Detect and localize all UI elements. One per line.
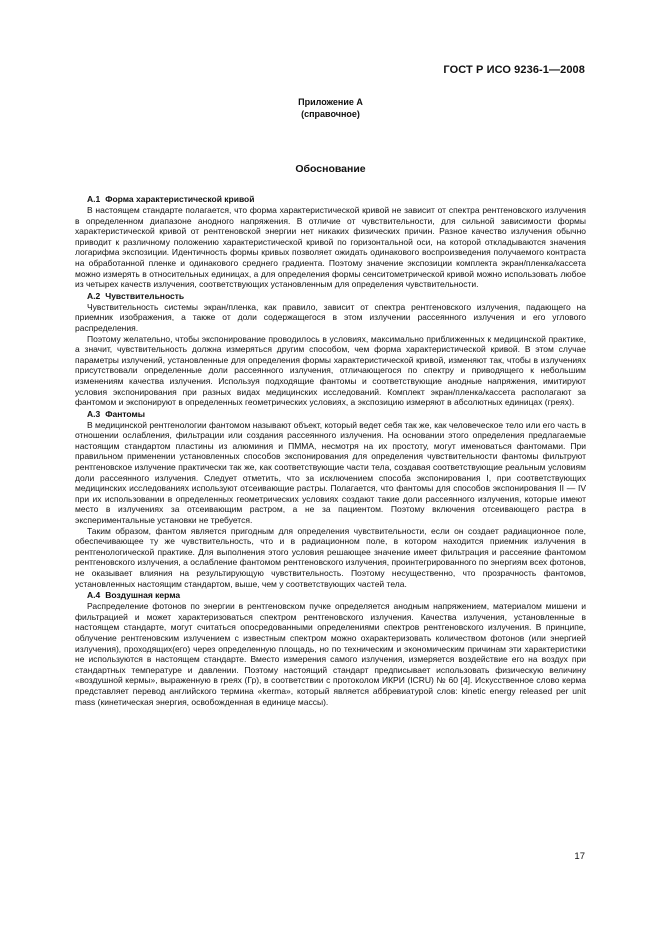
section-title: Фантомы — [105, 408, 146, 419]
appendix-heading — [0, 96, 661, 120]
paragraph: Чувствительность системы экран/пленка, как правило, зависит от спектра рентгеновского излучения, падающего на приемник изображения, а также от доли содержащегося в этом излучении рассеянного излучения и его углового распределения. — [75, 301, 586, 333]
section-heading-a3 — [75, 409, 586, 420]
paragraph: Таким образом, фантом является пригодным для определения чувствительности, если он создает радиационное поле, обеспечивающее ту же чувствительность, что и в радиационном поле, в котором находится приемник излучения в рентгенологической практике. Для выполнения этого условия решающее значение имеет фильтрация и рассеяние фантомом рентгеновского излучения, а ослабление фантомом рентгеновского излучения, проинтегрированного по энергиям всех фотонов, не оказывает влияния на результирующую чувствительность. Поэтому несущественно, что прозрачность фантомов, установленных настоящим стандартом, выше, чем у соответствующих частей тела. — [75, 525, 586, 589]
page-number: 17 — [574, 851, 585, 862]
section-title: Воздушная керма — [105, 590, 181, 601]
appendix-title: Приложение А — [298, 97, 363, 107]
section-title: Форма характеристической кривой — [105, 194, 255, 204]
page-title: Обоснование — [295, 163, 366, 175]
section-number: А.3 — [87, 408, 101, 419]
section-number: А.4 — [87, 590, 101, 601]
document-body — [75, 193, 586, 707]
section-heading-a4 — [75, 590, 586, 601]
appendix-subtitle: (справочное) — [301, 109, 360, 119]
standard-designation: ГОСТ Р ИСО 9236-1—2008 — [443, 64, 585, 76]
section-number: А.1 — [87, 194, 101, 204]
section-heading-a1 — [75, 194, 586, 205]
section-number: А.2 — [87, 290, 101, 301]
section-title: Чувствительность — [105, 290, 185, 301]
section-heading-a2 — [75, 291, 586, 302]
paragraph: Распределение фотонов по энергии в рентгеновском пучке определяется анодным напряжением, материалом мишени и фильтрацией и может характеризоваться спектром рентгеновского излучения. Качества излучения, установленные в настоящем стандарте, могут считаться опосредованными определениями спектров рентгеновского излучения. В принципе, облучение рентгеновским излучением с известным спектром можно охарактеризовать количеством фотонов (или энергией излучения), проходящих(его) через определенную площадь, но по техническим и экономическим причинам эти характеристики не используются в настоящем стандарте. Вместо измерения самого излучения, измеряется воздействие его на воздух при стандартных температуре и давлении. Поэтому настоящий стандарт предписывает использовать физическую величину «воздушной кермы», выраженную в греях (Гр), в соответствии с протоколом ИКРИ (ICRU) № 60 [4]. Искусственное слово керма представляет перевод английского термина «kerma», который является аббревиатурой слов: kinetic energy released per unit mass (кинетическая энергия, освобожденная в единице массы). — [75, 601, 586, 707]
paragraph: Поэтому желательно, чтобы экспонирование проводилось в условиях, максимально приближенных к медицинской практике, а значит, чувствительность должна измеряться другим способом, чем форма характеристической кривой. В этом случае параметры излучений, установленные для определения формы характеристической кривой, изменяют так, чтобы в излучениях присутствовали определенные доли рассеянного излучения, отличающегося по спектру и приводящего к небольшим изменениям качества излучения. Используя подходящие фантомы и соответствующие анодные напряжения, имитируют условия экспонирования при разных видах медицинских исследований. Комплект экран/пленка/кассета располагают за фантомом и экспонируют в определенных геометрических условиях, а экспозицию измеряют в абсолютных единицах (греях). — [75, 333, 586, 408]
paragraph: В медицинской рентгенологии фантомом называют объект, который ведет себя так же, как человеческое тело или его часть в отношении ослабления, фильтрации или создания рассеянного излучения. На основании этого определения предлагаемые настоящим стандартом пластины из алюминия и ПММА, несмотря на их простоту, могут именоваться фантомами. При правильном применении установленных способов экспонирования для определения чувствительности фантомы фильтруют рентгеновское излучение практически так же, как соответствующие части тела, создавая соответствующие реальным условиям доли рассеянного излучения. Следует отметить, что за исключением способа экспонирования I, при соответствующих медицинских исследованиях используют отсеивающие растры. Полагается, что фантомы для способов экспонирования II — IV при их использовании в определенных геометрических условиях создают такие доли рассеянного излучения, которые имеют место в излучениях за отсеивающим растром, а не за пациентом. Поэтому включения отсеивающего растра в экспериментальные установки не требуется. — [75, 419, 586, 526]
paragraph: В настоящем стандарте полагается, что форма характеристической кривой не зависит от спектра рентгеновского излучения в определенном диапазоне анодного напряжения. В отличие от чувствительности, для сильной зависимости формы характеристической кривой от рентгеновской энергии нет никаких физических причин. Разное качество излучения обычно приводит к различному положению характеристической кривой по горизонтальной оси, на которой откладываются значения логарифма экспозиции. Идентичность формы кривых позволяет ожидать одинакового воспроизведения получаемого контраста на обработанной пленке и одинакового среднего градиента. Поэтому значение экспозиции комплекта экран/пленка/кассета можно измерять в относительных единицах, а для определения формы сенситометрической кривой можно использовать любое из четырех качеств излучения, соответствующих установленным для определения чувствительности. — [75, 205, 586, 290]
